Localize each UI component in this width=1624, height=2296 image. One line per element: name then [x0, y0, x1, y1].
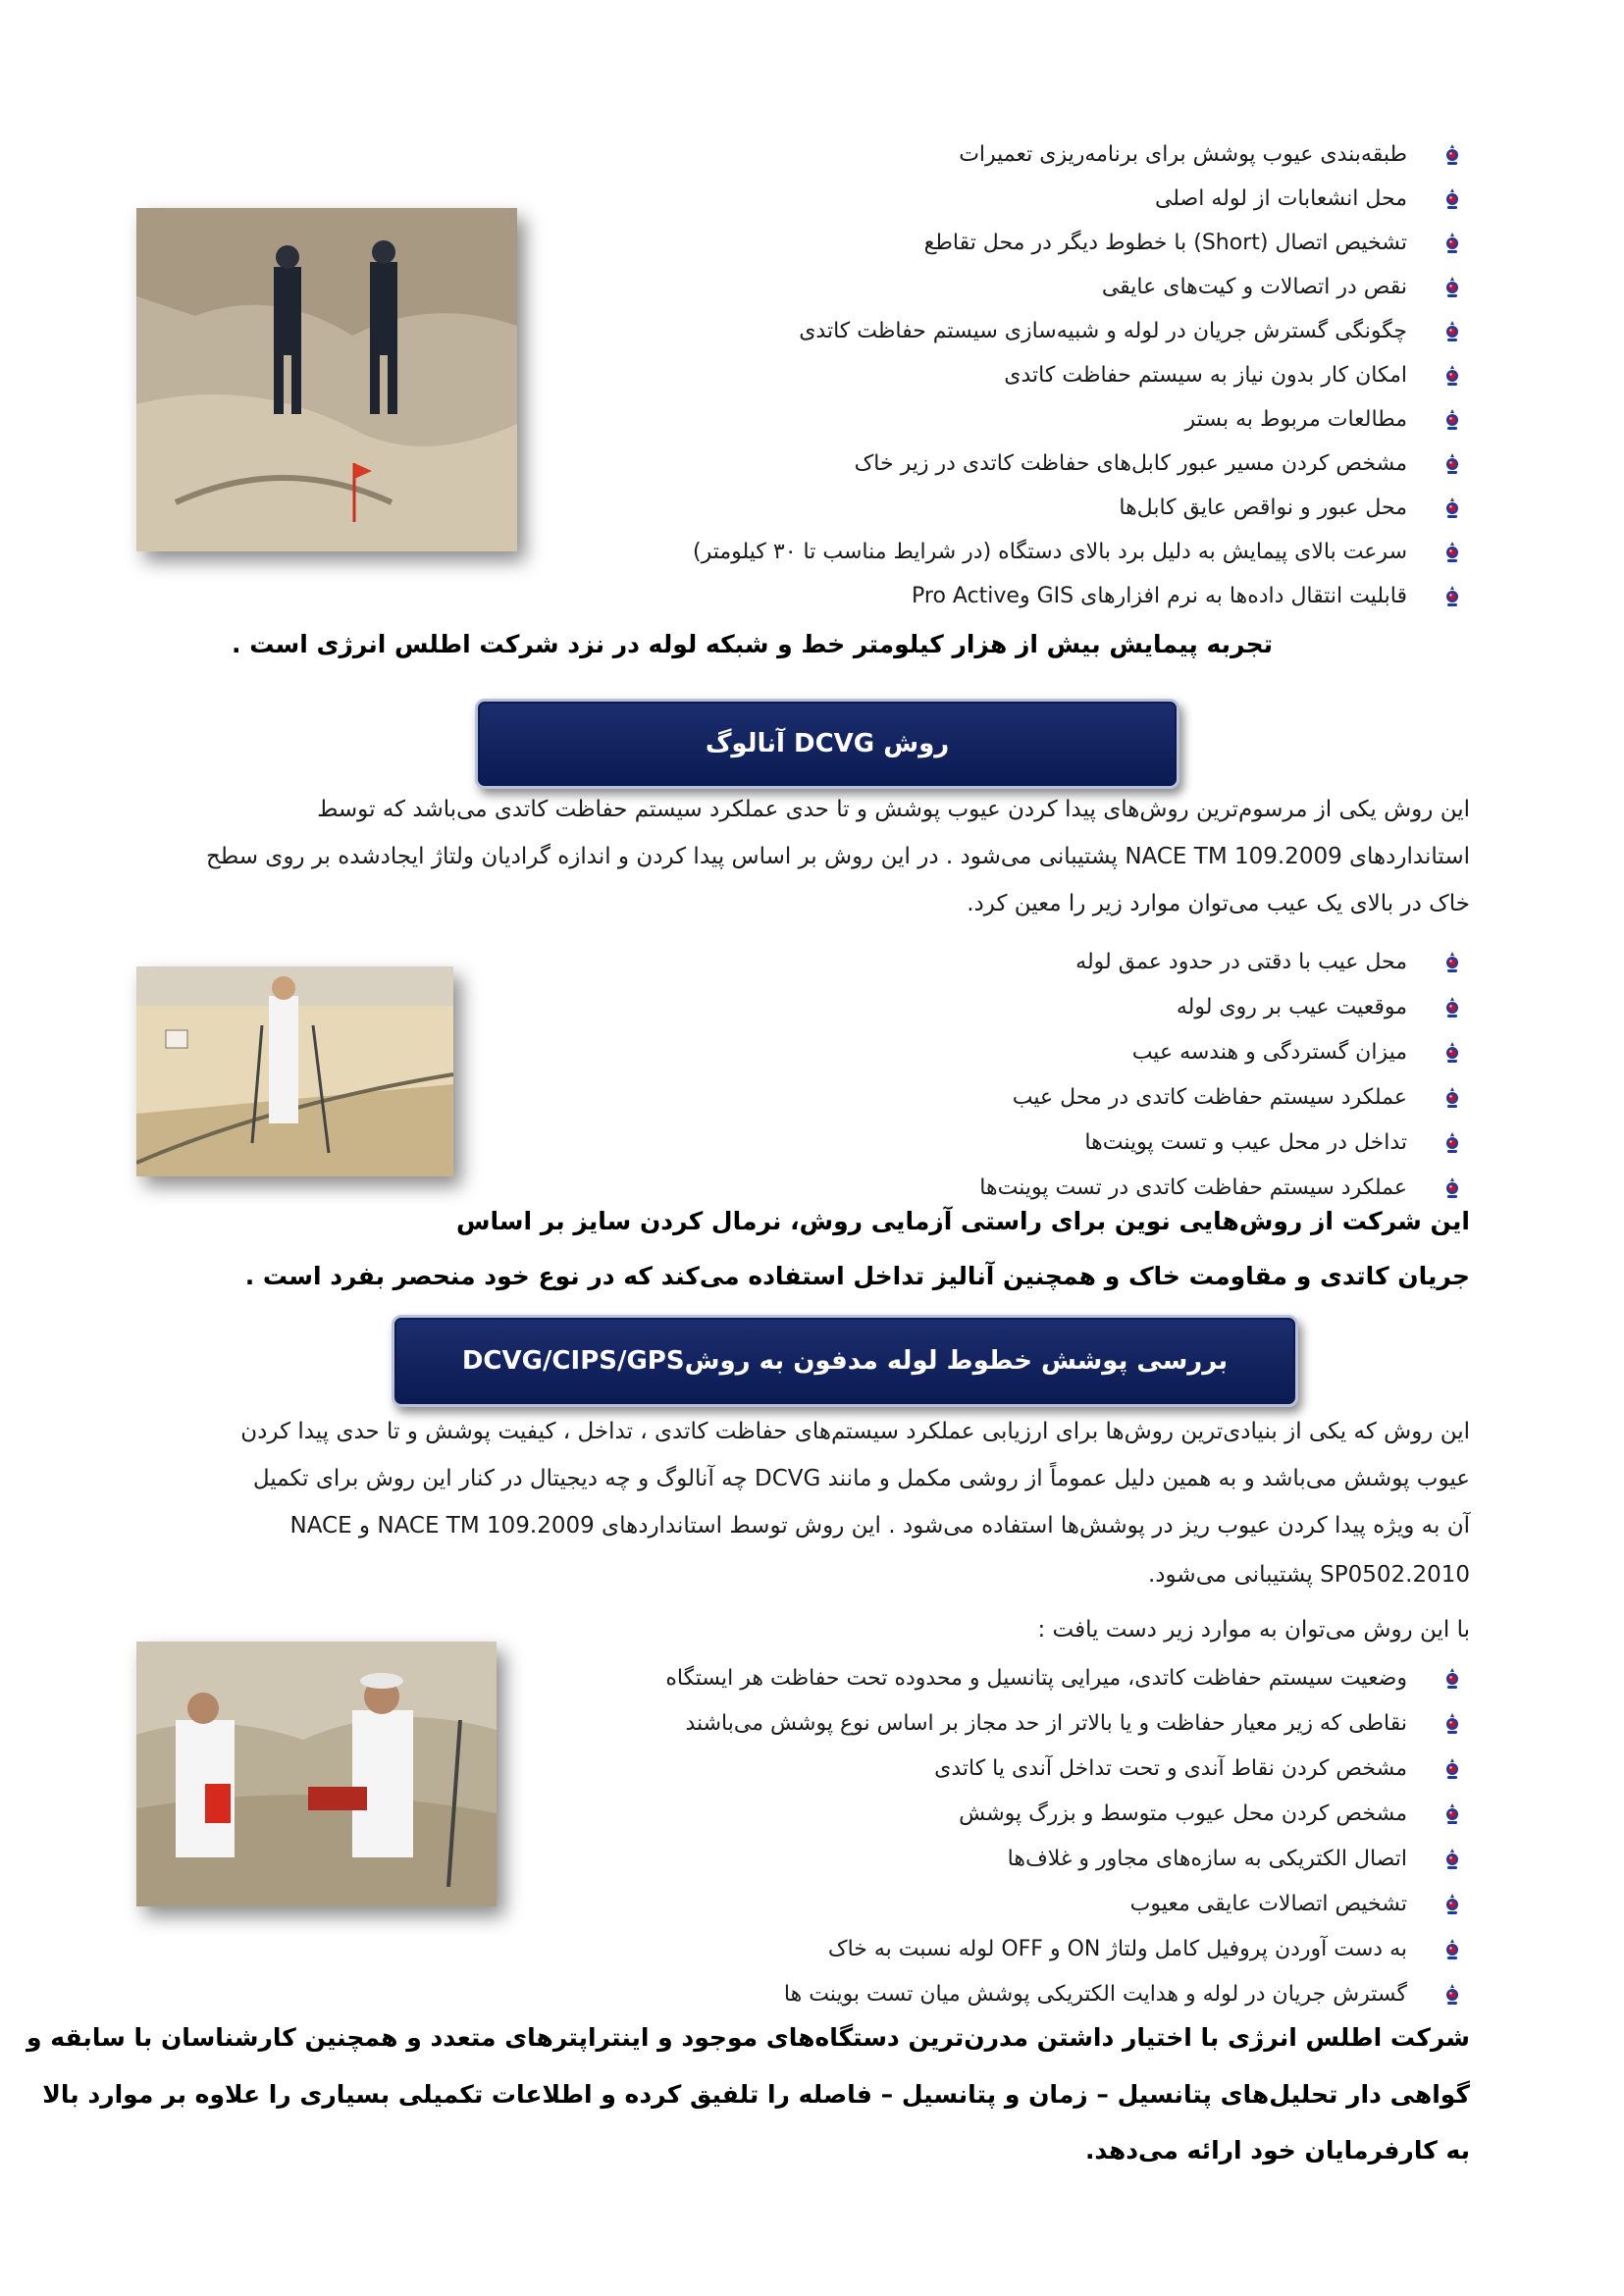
list-item: سرعت بالای پیمایش به دلیل برد بالای دستگاه (در شرایط مناسب تا ۳۰ کیلومتر): [693, 530, 1470, 574]
list-item: موقعیت عیب بر روی لوله: [979, 985, 1470, 1030]
bullet-icon: [1444, 1086, 1460, 1110]
list-item: چگونگی گسترش جریان در لوله و شبیه‌سازی سیستم حفاظت کاتدی: [693, 309, 1470, 353]
list-item: تشخیص اتصالات عایقی معیوب: [665, 1882, 1470, 1927]
section2-title-banner: [475, 699, 1179, 789]
photo-survey-team-desert: [136, 208, 517, 551]
list-item: محل عبور و نواقص عایق کابل‌ها: [693, 486, 1470, 530]
bullet-icon: [1444, 1667, 1460, 1691]
list-item: عملکرد سیستم حفاظت کاتدی در تست پوینت‌ها: [979, 1166, 1470, 1211]
bullet-icon: [1444, 1983, 1460, 2007]
bullet-icon: [1444, 276, 1460, 299]
bullet-icon: [1444, 951, 1460, 974]
list-item: تداخل در محل عیب و تست پوینت‌ها: [979, 1121, 1470, 1166]
section3-title: بررسی پوشش خطوط لوله مدفون به روشDCVG/CIPS/GPS: [461, 1346, 1229, 1376]
section1-summary: تجربه پیمایش بیش از هزار کیلومتر خط و شبکه لوله در نزد شرکت اطلس انرژی است .: [232, 630, 1273, 658]
list-item: نقاطی که زیر معیار حفاظت و یا بالاتر از حد مجاز بر اساس نوع پوشش می‌باشند: [665, 1701, 1470, 1747]
list-item: امکان کار بدون نیاز به سیستم حفاظت کاتدی: [693, 353, 1470, 397]
list-item: محل عیب با دقتی در حدود عمق لوله: [979, 940, 1470, 985]
list-item: گسترش جریان در لوله و هدایت الکتریکی پوشش میان تست بوینت ها: [665, 1972, 1470, 2017]
list-item: به دست آوردن پروفیل کامل ولتاژ ON و OFF لوله نسبت به خاک: [665, 1927, 1470, 1972]
section1-feature-list: [693, 132, 1470, 618]
section2-findings-list: [979, 940, 1470, 1211]
bullet-icon: [1444, 143, 1460, 167]
bullet-icon: [1444, 496, 1460, 520]
bullet-icon: [1444, 452, 1460, 476]
list-item: میزان گستردگی و هندسه عیب: [979, 1030, 1470, 1075]
bullet-icon: [1444, 1176, 1460, 1200]
photo-cips-survey-team: [136, 1642, 497, 1906]
bullet-icon: [1444, 585, 1460, 608]
list-item: قابلیت انتقال داده‌ها به نرم افزارهای GIS وPro Active: [693, 574, 1470, 618]
list-item: اتصال الکتریکی به سازه‌های مجاور و غلاف‌ها: [665, 1837, 1470, 1882]
bullet-icon: [1444, 1802, 1460, 1826]
photo-dcvg-operator: [136, 966, 453, 1176]
list-item: نقص در اتصالات و کیت‌های عایقی: [693, 265, 1470, 309]
bullet-icon: [1444, 232, 1460, 255]
list-item: عملکرد سیستم حفاظت کاتدی در محل عیب: [979, 1075, 1470, 1121]
section3-title-banner: [392, 1315, 1298, 1407]
list-item: محل انشعابات از لوله اصلی: [693, 177, 1470, 221]
bullet-icon: [1444, 187, 1460, 211]
bullet-icon: [1444, 1131, 1460, 1155]
list-item: وضعیت سیستم حفاظت کاتدی، میرایی پتانسیل و محدوده تحت حفاظت هر ایستگاه: [665, 1656, 1470, 1701]
bullet-icon: [1444, 364, 1460, 388]
list-item: مشخص کردن محل عیوب متوسط و بزرگ پوشش: [665, 1792, 1470, 1837]
list-item: مطالعات مربوط به بستر: [693, 397, 1470, 442]
bullet-icon: [1444, 1757, 1460, 1781]
bullet-icon: [1444, 320, 1460, 343]
list-item: طبقه‌بندی عیوب پوشش برای برنامه‌ریزی تعمیرات: [693, 132, 1470, 177]
bullet-icon: [1444, 1041, 1460, 1065]
section3-intro: با این روش می‌توان به موارد زیر دست یافت :: [1037, 1617, 1470, 1643]
bullet-icon: [1444, 408, 1460, 432]
bullet-icon: [1444, 1938, 1460, 1961]
bullet-icon: [1444, 996, 1460, 1019]
bullet-icon: [1444, 1712, 1460, 1736]
bullet-icon: [1444, 1893, 1460, 1916]
bullet-icon: [1444, 1848, 1460, 1871]
list-item: مشخص کردن مسیر عبور کابل‌های حفاظت کاتدی در زیر خاک: [693, 442, 1470, 486]
section2-title: روش DCVG آنالوگ: [705, 729, 950, 758]
list-item: تشخیص اتصال (Short) با خطوط دیگر در محل تقاطع: [693, 221, 1470, 265]
bullet-icon: [1444, 541, 1460, 564]
section3-results-list: [665, 1656, 1470, 2017]
list-item: مشخص کردن نقاط آندی و تحت تداخل آندی یا کاتدی: [665, 1747, 1470, 1792]
